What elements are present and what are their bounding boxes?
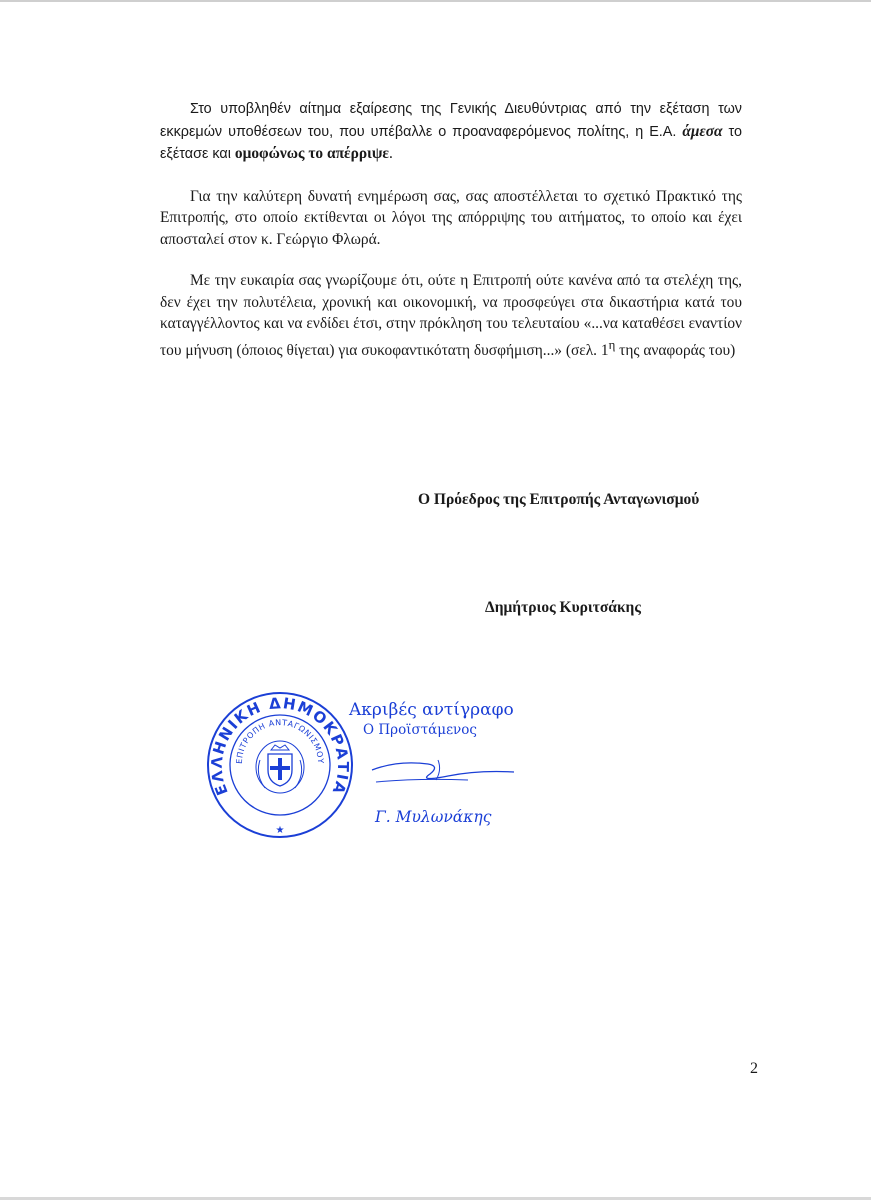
official-seal-icon <box>205 690 355 840</box>
page-number: 2 <box>750 1060 758 1077</box>
paragraph-3-superscript: η <box>608 337 616 352</box>
paragraph-1-text-a: Στο υποβληθέν αίτημα εξαίρεσης της Γενικής Διευθύντριας από την εξέταση των εκκρεμών υποθέσεων του, που υπέβαλλε ο προαναφερόμενος πολίτης, η Ε.Α. <box>160 101 742 140</box>
stamp-signatory-name: Γ. Μυλωνάκης <box>375 808 492 826</box>
stamp-certified-copy: Ακριβές αντίγραφο <box>349 700 514 720</box>
paragraph-1 <box>160 98 742 166</box>
paragraph-3-text-a: Με την ευκαιρία σας γνωρίζουμε ότι, ούτε η Επιτροπή ούτε κανένα από τα στελέχη της, δεν έχει την πολυτέλεια, χρονική και οικονομική, να προσφεύγει στα δικαστήρια κατά του καταγγέλλοντος και να ενδίδει έτσι, στην πρόκληση του τελευταίου «...να καταθέσει εναντίον του μήνυση (όποιος θίγεται) για συκοφαντικότατη δυσφήμιση...» (σελ. 1 <box>160 272 742 359</box>
paragraph-2 <box>160 186 742 251</box>
body-text <box>160 98 742 381</box>
seal-outer-text: ΕΛΛΗΝΙΚΗ ΔΗΜΟΚΡΑΤΙΑ <box>207 694 353 798</box>
paragraph-1-emphasis-immediately: άμεσα <box>682 122 723 140</box>
seal-star-icon: ★ <box>275 825 285 836</box>
paragraph-2-text: Για την καλύτερη δυνατή ενημέρωση σας, σας αποστέλλεται το σχετικό Πρακτικό της Επιτροπής, στο οποίο εκτίθενται οι λόγοι της απόρριψης του αιτήματος, το οποίο και έχει αποσταλεί στον κ. Γεώργιο Φλωρά. <box>160 187 742 248</box>
president-name: Δημήτριος Κυριτσάκης <box>485 599 641 616</box>
paragraph-1-emphasis-rejected: ομοφώνως το απέρριψε <box>234 145 389 162</box>
stamp-supervisor-title: Ο Προϊστάμενος <box>363 722 477 738</box>
seal-inner-text: ΕΠΙΤΡΟΠΗ ΑΝΤΑΓΩΝΙΣΜΟΥ <box>234 718 326 765</box>
svg-text:ΕΛΛΗΝΙΚΗ ΔΗΜΟΚΡΑΤΙΑ <box>208 694 352 798</box>
handwritten-signature-icon <box>368 752 518 797</box>
paragraph-3 <box>160 270 742 361</box>
president-title: Ο Πρόεδρος της Επιτροπής Ανταγωνισμού <box>418 491 700 508</box>
paragraph-1-text-c: το εξέτασε και <box>160 123 742 162</box>
seal-coat-of-arms <box>256 741 304 793</box>
paragraph-3-text-b: της αναφοράς του) <box>615 341 736 359</box>
paragraph-1-text-e: . <box>389 145 393 162</box>
